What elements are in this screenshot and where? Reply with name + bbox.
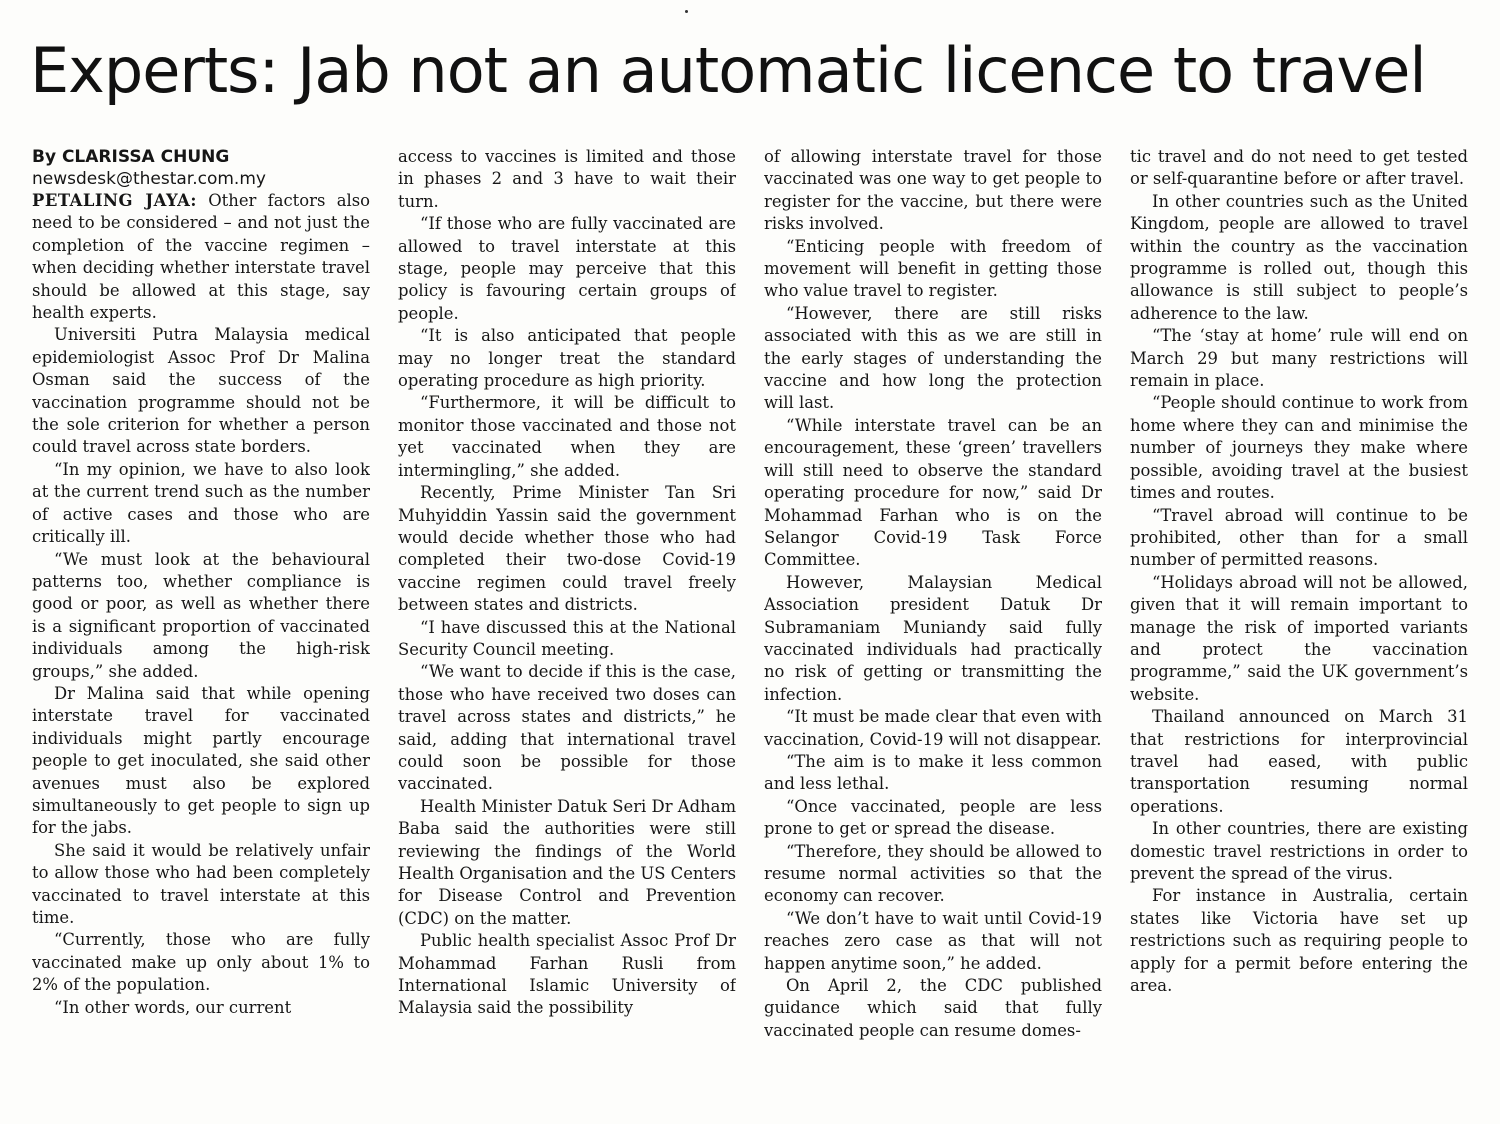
paragraph: tic travel and do not need to get tested or self-quarantine before or after travel. — [1130, 147, 1468, 189]
paragraph: For instance in Australia, certain states like Victoria have set up restrictions such as requiring people to apply for a permit before entering the area. — [1130, 886, 1468, 996]
paragraph: “I have discussed this at the National Security Council meeting. — [398, 617, 736, 659]
article-body — [32, 146, 1468, 1106]
column-3 — [764, 146, 1102, 1106]
author-email: newsdesk@thestar.com.my — [32, 169, 266, 189]
paragraph: “Enticing people with freedom of movement will benefit in getting those who value travel to register. — [764, 236, 1102, 301]
paragraph: “The ‘stay at home’ rule will end on March 29 but many restrictions will remain in place. — [1130, 326, 1468, 391]
paragraph: “It must be made clear that even with vaccination, Covid-19 will not disappear. — [764, 707, 1102, 749]
paragraph: In other countries such as the United Kingdom, people are allowed to travel within the country as the vaccination programme is rolled out, though this allowance is still subject to people’s adherence to the law. — [1130, 191, 1468, 323]
paragraph: “Travel abroad will continue to be prohibited, other than for a small number of permitted reasons. — [1130, 505, 1468, 570]
paragraph: “It is also anticipated that people may no longer treat the standard operating procedure as high priority. — [398, 326, 736, 391]
print-speck — [685, 10, 688, 13]
paragraph: “In other words, our current — [54, 997, 292, 1017]
paragraph: Universiti Putra Malaysia medical epidemiologist Assoc Prof Dr Malina Osman said the success of the vaccination programme should not be the sole criterion for whether a person could travel across state borders. — [32, 325, 370, 457]
column-4 — [1130, 146, 1468, 1106]
paragraph: However, Malaysian Medical Association president Datuk Dr Subramaniam Muniandy said fully vaccinated individuals had practically no risk of getting or transmitting the infection. — [764, 572, 1102, 704]
paragraph: “In my opinion, we have to also look at the current trend such as the number of active cases and those who are critically ill. — [32, 459, 370, 547]
lead-paragraph — [32, 190, 370, 324]
paragraph: In other countries, there are existing domestic travel restrictions in order to prevent the spread of the virus. — [1130, 819, 1468, 883]
paragraph: “The aim is to make it less common and less lethal. — [764, 751, 1102, 794]
paragraph: “However, there are still risks associated with this as we are still in the early stages of understanding the vaccine and how long the protection will last. — [764, 303, 1102, 413]
paragraph: “If those who are fully vaccinated are allowed to travel interstate at this stage, people may perceive that this policy is favouring certain groups of people. — [398, 214, 736, 323]
paragraph: “While interstate travel can be an encouragement, these ‘green’ travellers will still need to observe the standard operating procedure for now,” said Dr Mohammad Farhan who is on the Selangor Covid-19 Task Force Committee. — [764, 415, 1102, 570]
paragraph: “We must look at the behavioural patterns too, whether compliance is good or poor, as well as whether there is a significant proportion of vaccinated individuals among the high-risk groups,” she added. — [32, 549, 370, 681]
dateline: PETALING JAYA: — [32, 191, 197, 210]
paragraph: “We want to decide if this is the case, those who have received two doses can travel across states and districts,” he said, adding that international travel could soon be possible for those vaccinated. — [398, 662, 736, 794]
byline: By CLARISSA CHUNG — [32, 147, 230, 167]
paragraph: Recently, Prime Minister Tan Sri Muhyiddin Yassin said the government would decide whether those who had completed their two-dose Covid-19 vaccine regimen could travel freely between states and districts. — [398, 483, 736, 615]
paragraph: On April 2, the CDC published guidance which said that fully vaccinated people can resume domes- — [764, 976, 1102, 1040]
lead-text: Other factors also need to be considered – and not just the completion of the vaccine regimen – when deciding whether interstate travel should be allowed at this stage, say health experts. — [32, 191, 370, 323]
headline: Experts: Jab not an automatic licence to travel — [30, 34, 1426, 107]
paragraph: Dr Malina said that while opening interstate travel for vaccinated individuals might partly encourage people to get inoculated, she said other avenues must also be explored simultaneously to get people to sign up for the jabs. — [32, 683, 370, 838]
paragraph: “Currently, those who are fully vaccinated make up only about 1% to 2% of the population. — [32, 930, 370, 995]
paragraph: She said it would be relatively unfair to allow those who had been completely vaccinated to travel interstate at this time. — [32, 840, 370, 927]
paragraph: “Furthermore, it will be difficult to monitor those vaccinated and those not yet vaccinated when they are intermingling,” she added. — [398, 393, 736, 480]
column-2 — [398, 146, 736, 1106]
paragraph: access to vaccines is limited and those in phases 2 and 3 have to wait their turn. — [398, 147, 736, 211]
paragraph: of allowing interstate travel for those vaccinated was one way to get people to register for the vaccine, but there were risks involved. — [764, 147, 1102, 234]
paragraph: “We don’t have to wait until Covid-19 reaches zero case as that will not happen anytime soon,” he added. — [764, 908, 1102, 973]
paragraph: “Therefore, they should be allowed to resume normal activities so that the economy can recover. — [764, 841, 1102, 906]
paragraph: Public health specialist Assoc Prof Dr Mohammad Farhan Rusli from International Islamic University of Malaysia said the possibility — [398, 931, 736, 1018]
paragraph: Health Minister Datuk Seri Dr Adham Baba said the authorities were still reviewing the findings of the World Health Organisation and the US Centers for Disease Control and Prevention (CDC) on the matter. — [398, 796, 736, 928]
paragraph: “People should continue to work from home where they can and minimise the number of journeys they make where possible, avoiding travel at the busiest times and routes. — [1130, 393, 1468, 503]
paragraph: “Holidays abroad will not be allowed, given that it will remain important to manage the risk of imported variants and protect the vaccination programme,” said the UK government’s website. — [1130, 572, 1468, 704]
paragraph: “Once vaccinated, people are less prone to get or spread the disease. — [764, 796, 1102, 839]
column-1 — [32, 146, 370, 1106]
paragraph: Thailand announced on March 31 that restrictions for interprovincial travel had eased, with public transportation resuming normal operations. — [1130, 707, 1468, 816]
